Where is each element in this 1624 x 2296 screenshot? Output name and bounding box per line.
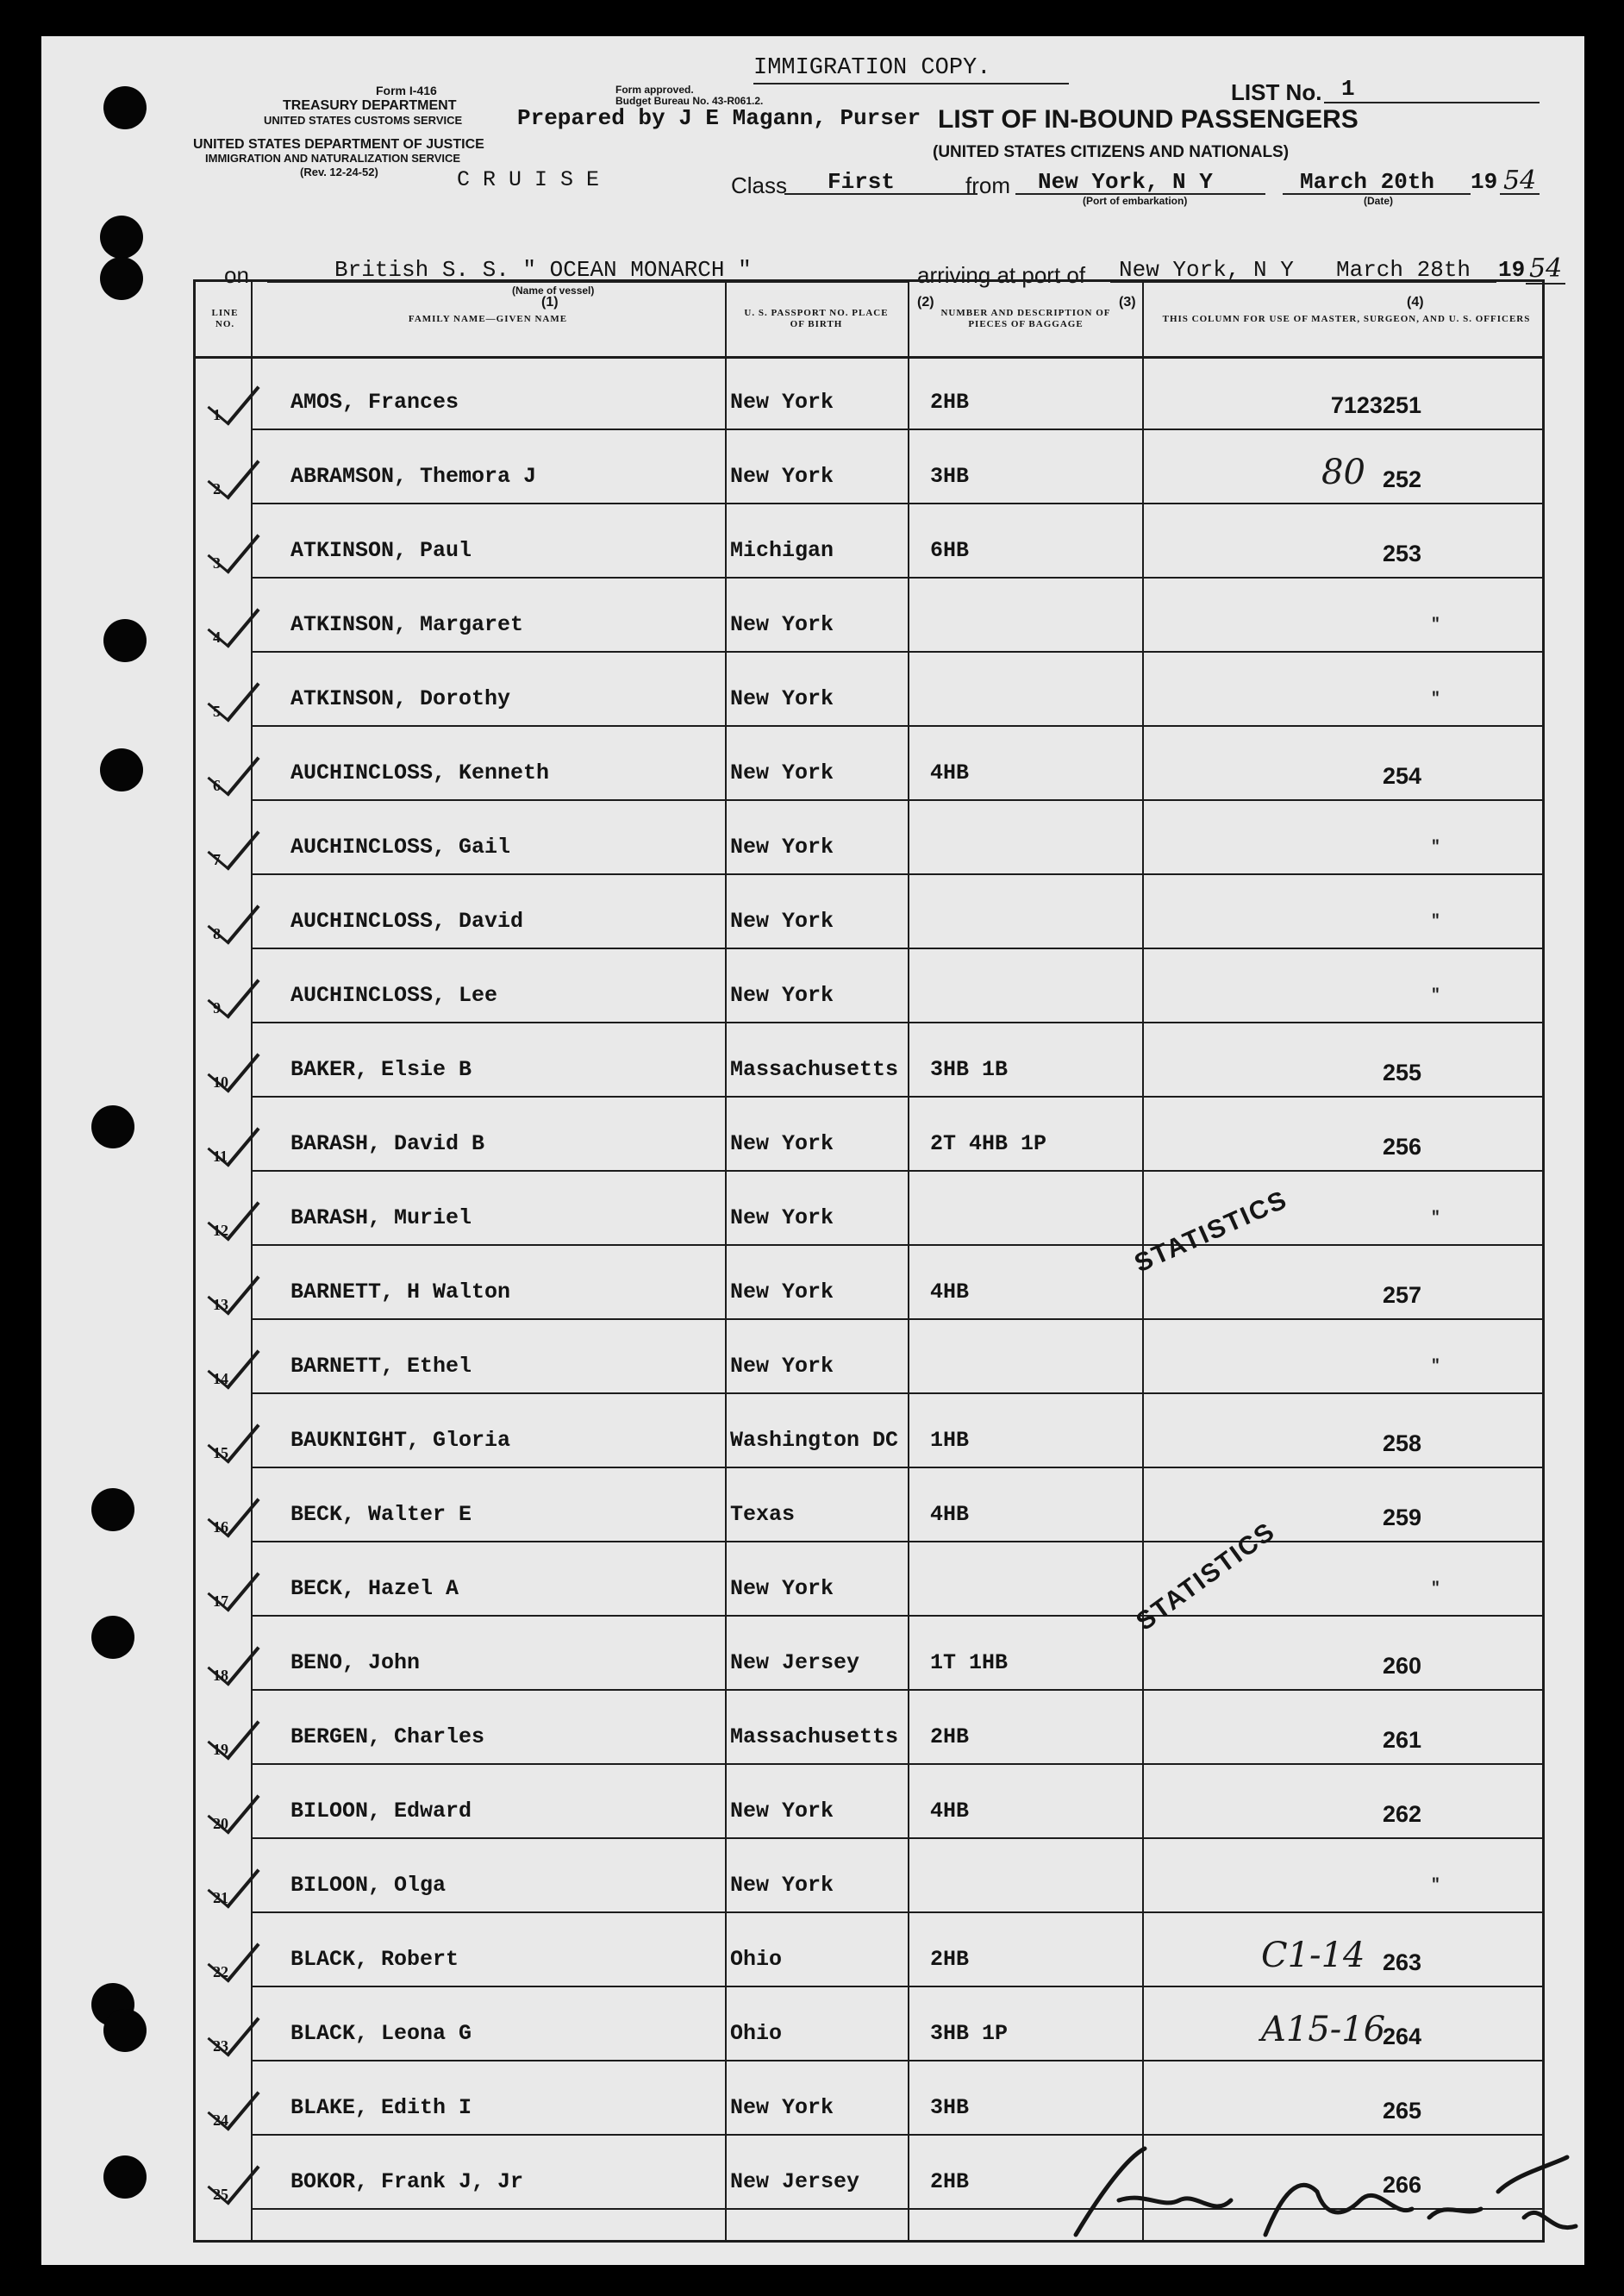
passenger-name: BAKER, Elsie B (290, 1057, 472, 1082)
immigration-service: IMMIGRATION AND NATURALIZATION SERVICE (205, 152, 461, 165)
place-of-birth: New York (730, 1873, 834, 1898)
departure-year-prefix: 19 (1471, 169, 1498, 195)
line-number: 9 (213, 999, 221, 1017)
header-passport: U. S. PASSPORT NO. PLACE OF BIRTH (744, 308, 889, 329)
place-of-birth: Massachusetts (730, 1057, 899, 1082)
ditto-mark: " (1431, 1210, 1440, 1227)
prepared-by: Prepared by J E Magann, Purser (517, 105, 921, 131)
revision-date: (Rev. 12-24-52) (300, 166, 378, 178)
column-number-1: (1) (541, 295, 559, 310)
line-number: 1 (213, 406, 221, 423)
line-number: 8 (213, 925, 221, 942)
place-of-birth: Ohio (730, 2021, 783, 2046)
ditto-mark: " (1431, 987, 1440, 1004)
official-number: 255 (1382, 1060, 1421, 1085)
baggage: 1HB (930, 1428, 970, 1453)
place-of-birth: Massachusetts (730, 1724, 899, 1749)
arrival-year-prefix: 19 (1498, 257, 1526, 283)
place-of-birth: New Jersey (730, 1650, 860, 1675)
handwritten-note: A15-16 (1261, 2010, 1386, 2049)
baggage: 1T 1HB (930, 1650, 1009, 1675)
line-number: 23 (213, 2037, 228, 2055)
official-number: 253 (1382, 541, 1421, 566)
baggage: 2T 4HB 1P (930, 1131, 1047, 1156)
baggage: 3HB (930, 2095, 970, 2120)
place-of-birth: New York (730, 1799, 834, 1824)
official-number: 261 (1382, 1727, 1421, 1753)
line-number: 14 (213, 1370, 228, 1387)
table-row (196, 579, 1542, 653)
official-number: 265 (1382, 2098, 1421, 2124)
list-no-value: 1 (1341, 76, 1355, 102)
passenger-name: BILOON, Olga (290, 1873, 447, 1898)
date-caption: (Date) (1364, 195, 1394, 207)
official-number: 256 (1382, 1134, 1421, 1160)
table-row (196, 875, 1542, 949)
line-number: 2 (213, 480, 221, 497)
departure-year-handwritten: 54 (1503, 166, 1537, 196)
official-number: 257 (1382, 1282, 1421, 1308)
customs-service: UNITED STATES CUSTOMS SERVICE (264, 114, 463, 127)
list-subtitle: (UNITED STATES CITIZENS AND NATIONALS) (933, 143, 1290, 161)
passenger-name: AUCHINCLOSS, Lee (290, 983, 498, 1008)
line-number: 4 (213, 629, 221, 646)
official-number: 7123251 (1330, 392, 1421, 418)
table-row (196, 1913, 1542, 1987)
passenger-name: BENO, John (290, 1650, 421, 1675)
place-of-birth: New Jersey (730, 2169, 860, 2194)
official-number: 263 (1382, 1949, 1421, 1975)
header-name: FAMILY NAME—GIVEN NAME (408, 313, 568, 324)
binder-hole (103, 2009, 147, 2052)
column-number-4: (4) (1407, 295, 1424, 310)
place-of-birth: Michigan (730, 538, 834, 563)
document-page (41, 36, 1584, 2265)
table-row (196, 1172, 1542, 1246)
passenger-name: BLACK, Leona G (290, 2021, 472, 2046)
place-of-birth: New York (730, 1205, 834, 1230)
table-row (196, 1987, 1542, 2061)
baggage: 4HB (930, 1279, 970, 1304)
place-of-birth: Ohio (730, 1947, 783, 1972)
table-row (196, 1542, 1542, 1617)
binder-hole (103, 86, 147, 129)
official-number: 252 (1382, 466, 1421, 492)
departure-date: March 20th (1300, 169, 1435, 195)
table-header (196, 282, 1542, 359)
vessel-name: British S. S. " OCEAN MONARCH " (334, 257, 752, 283)
justice-department: UNITED STATES DEPARTMENT OF JUSTICE (193, 137, 484, 152)
handwritten-note: C1-14 (1261, 1936, 1365, 1975)
place-of-birth: New York (730, 612, 834, 637)
column-number-2: (2) (917, 295, 934, 310)
class-label: Class (731, 172, 788, 198)
arriving-label: arriving at port of (917, 262, 1086, 288)
passenger-name: BAUKNIGHT, Gloria (290, 1428, 511, 1453)
from-label: from (965, 172, 1010, 198)
passenger-name: BLAKE, Edith I (290, 2095, 472, 2120)
list-no-label: LIST No. (1231, 79, 1322, 105)
ditto-mark: " (1431, 1580, 1440, 1598)
binder-hole (91, 1488, 134, 1531)
baggage: 6HB (930, 538, 970, 563)
form-approved: Form approved. (615, 84, 694, 96)
baggage: 2HB (930, 390, 970, 415)
official-number: 258 (1382, 1430, 1421, 1456)
place-of-birth: New York (730, 1131, 834, 1156)
table-row (196, 653, 1542, 727)
vessel-caption: (Name of vessel) (512, 285, 595, 297)
from-caption: (Port of embarkation) (1083, 195, 1188, 207)
place-of-birth: New York (730, 835, 834, 860)
line-number: 7 (213, 851, 221, 868)
official-number: 266 (1382, 2172, 1421, 2198)
table-row (196, 801, 1542, 875)
place-of-birth: New York (730, 390, 834, 415)
place-of-birth: Washington DC (730, 1428, 899, 1453)
place-of-birth: New York (730, 2095, 834, 2120)
binder-hole (103, 2155, 147, 2199)
statistics-stamp: STATISTICS (1130, 1185, 1292, 1279)
passenger-name: BECK, Hazel A (290, 1576, 459, 1601)
baggage: 2HB (930, 1947, 970, 1972)
ditto-mark: " (1431, 1877, 1440, 1894)
binder-hole (91, 1105, 134, 1148)
passenger-name: BLACK, Robert (290, 1947, 459, 1972)
passenger-name: ATKINSON, Margaret (290, 612, 524, 637)
table-row (196, 1394, 1542, 1468)
statistics-stamp: STATISTICS (1131, 1517, 1281, 1636)
table-row (196, 727, 1542, 801)
line-number: 16 (213, 1518, 228, 1536)
binder-hole (100, 257, 143, 300)
binder-hole (100, 216, 143, 259)
passenger-name: BARASH, David B (290, 1131, 485, 1156)
table-row (196, 1765, 1542, 1839)
header-line-no: LINE NO. (211, 308, 239, 329)
passenger-name: AUCHINCLOSS, Gail (290, 835, 511, 860)
passenger-name: BECK, Walter E (290, 1502, 472, 1527)
place-of-birth: New York (730, 760, 834, 785)
line-number: 6 (213, 777, 221, 794)
table-body (196, 356, 1542, 2240)
passenger-name: ATKINSON, Dorothy (290, 686, 511, 711)
ditto-mark: " (1431, 691, 1440, 708)
ditto-mark: " (1431, 1358, 1440, 1375)
on-label: on (224, 262, 249, 288)
passenger-table (193, 279, 1545, 2243)
column-number-3: (3) (1119, 295, 1136, 310)
arrival-year-handwritten: 54 (1529, 253, 1563, 284)
place-of-birth: New York (730, 1354, 834, 1379)
passenger-name: ABRAMSON, Themora J (290, 464, 537, 489)
line-number: 5 (213, 703, 221, 720)
passenger-name: BILOON, Edward (290, 1799, 472, 1824)
arrival-port: New York, N Y (1119, 257, 1294, 283)
passenger-name: AUCHINCLOSS, Kenneth (290, 760, 550, 785)
line-number: 24 (213, 2111, 228, 2129)
baggage: 4HB (930, 1799, 970, 1824)
baggage: 2HB (930, 2169, 970, 2194)
table-row (196, 1468, 1542, 1542)
table-row (196, 1246, 1542, 1320)
line-number: 10 (213, 1073, 228, 1091)
ditto-mark: " (1431, 913, 1440, 930)
copy-title: IMMIGRATION COPY. (753, 55, 991, 81)
table-row (196, 1617, 1542, 1691)
place-of-birth: New York (730, 983, 834, 1008)
passenger-name: BARASH, Muriel (290, 1205, 472, 1230)
signature-scribble (1067, 2140, 1584, 2252)
baggage: 4HB (930, 760, 970, 785)
official-number: 254 (1382, 763, 1421, 789)
passenger-name: BOKOR, Frank J, Jr (290, 2169, 524, 2194)
baggage: 3HB 1P (930, 2021, 1009, 2046)
budget-bureau: Budget Bureau No. 43-R061.2. (615, 95, 764, 107)
passenger-name: BERGEN, Charles (290, 1724, 485, 1749)
official-number: 262 (1382, 1801, 1421, 1827)
place-of-birth: New York (730, 1576, 834, 1601)
header-officials: THIS COLUMN FOR USE OF MASTER, SURGEON, AND U. S. OFFICERS (1162, 313, 1531, 324)
line-number: 13 (213, 1296, 228, 1313)
place-of-birth: New York (730, 686, 834, 711)
list-title: LIST OF IN-BOUND PASSENGERS (938, 105, 1359, 134)
binder-hole (103, 619, 147, 662)
binder-hole (91, 1616, 134, 1659)
line-number: 18 (213, 1667, 228, 1684)
line-number: 19 (213, 1741, 228, 1758)
arrival-date: March 28th (1336, 257, 1471, 283)
table-row (196, 1320, 1542, 1394)
passenger-name: AUCHINCLOSS, David (290, 909, 524, 934)
table-row (196, 949, 1542, 1023)
line-number: 3 (213, 554, 221, 572)
official-number: 259 (1382, 1505, 1421, 1530)
ditto-mark: " (1431, 839, 1440, 856)
from-port: New York, N Y (1038, 169, 1213, 195)
table-row (196, 1839, 1542, 1913)
table-row (196, 1023, 1542, 1098)
line-number: 21 (213, 1889, 228, 1906)
passenger-name: AMOS, Frances (290, 390, 459, 415)
table-row (196, 504, 1542, 579)
official-number: 260 (1382, 1653, 1421, 1679)
line-number: 20 (213, 1815, 228, 1832)
passenger-name: BARNETT, Ethel (290, 1354, 472, 1379)
place-of-birth: New York (730, 1279, 834, 1304)
table-row (196, 2061, 1542, 2136)
class-value: First (828, 169, 896, 195)
passenger-name: BARNETT, H Walton (290, 1279, 511, 1304)
baggage: 3HB 1B (930, 1057, 1009, 1082)
line-number: 17 (213, 1592, 228, 1610)
line-number: 22 (213, 1963, 228, 1980)
binder-hole (100, 748, 143, 791)
table-row (196, 356, 1542, 430)
table-row (196, 430, 1542, 504)
treasury-department: TREASURY DEPARTMENT (283, 98, 457, 113)
cruise-label: C R U I S E (457, 167, 600, 192)
line-number: 12 (213, 1222, 228, 1239)
handwritten-note: 80 (1321, 453, 1365, 492)
line-number: 11 (213, 1148, 228, 1165)
baggage: 3HB (930, 464, 970, 489)
table-row (196, 1098, 1542, 1172)
baggage: 2HB (930, 1724, 970, 1749)
official-number: 264 (1382, 2024, 1421, 2049)
place-of-birth: New York (730, 464, 834, 489)
ditto-mark: " (1431, 616, 1440, 634)
baggage: 4HB (930, 1502, 970, 1527)
header-baggage: NUMBER AND DESCRIPTION OF PIECES OF BAGGAGE (940, 308, 1111, 329)
passenger-name: ATKINSON, Paul (290, 538, 472, 563)
line-number: 25 (213, 2186, 228, 2203)
place-of-birth: Texas (730, 1502, 796, 1527)
table-row (196, 1691, 1542, 1765)
place-of-birth: New York (730, 909, 834, 934)
line-number: 15 (213, 1444, 228, 1461)
form-number: Form I-416 (376, 84, 437, 97)
